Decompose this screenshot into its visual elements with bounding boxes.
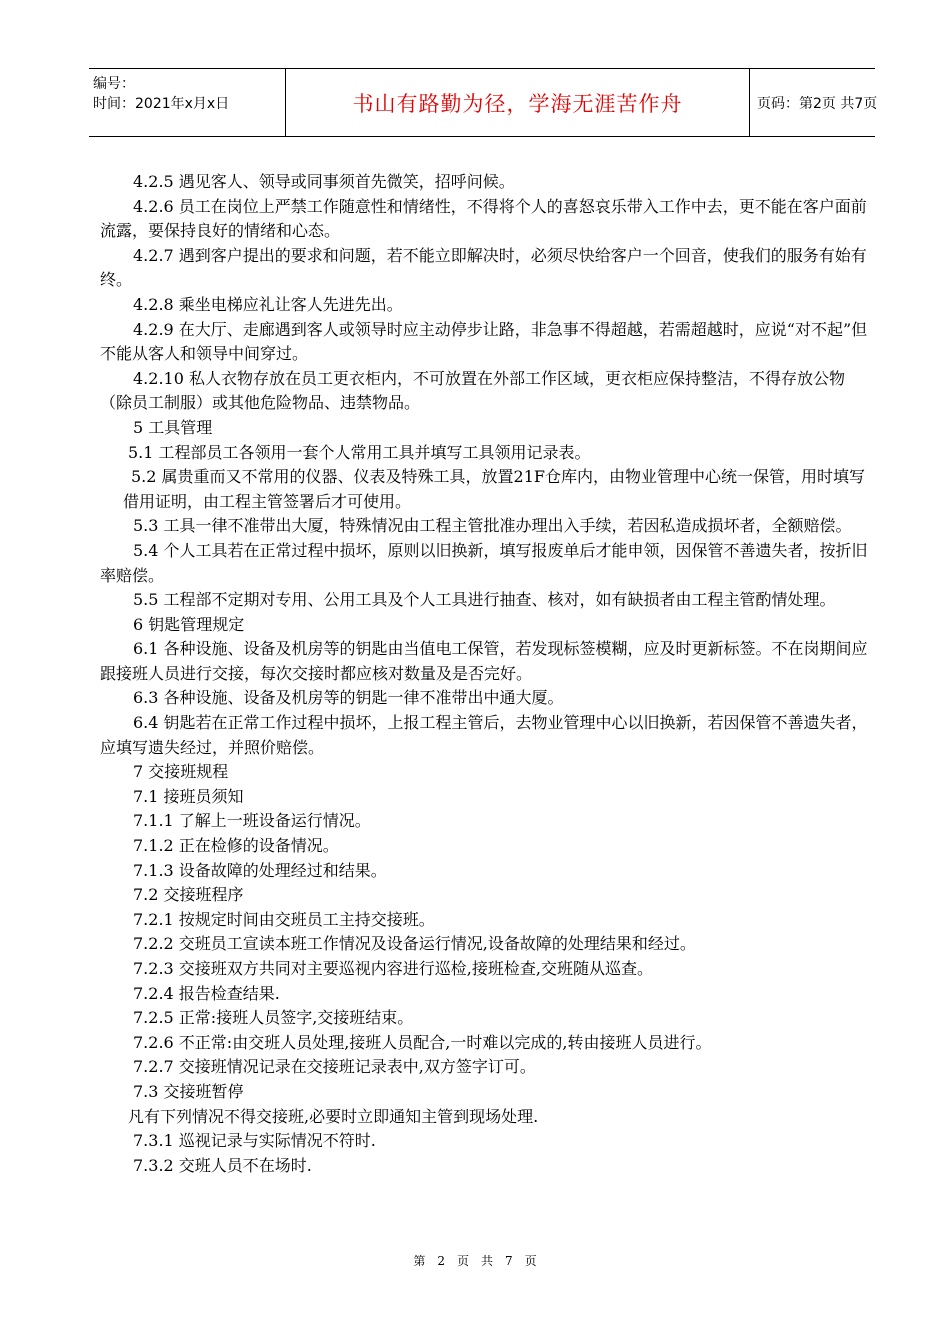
paragraph: 凡有下列情况不得交接班,必要时立即通知主管到现场处理.: [128, 1106, 539, 1126]
document-date: 时间：2021年x月x日: [93, 96, 230, 112]
list-item: 7.2.4 报告检查结果.: [133, 983, 280, 1003]
list-item: 7.1.3 设备故障的处理经过和结果。: [133, 860, 387, 880]
list-item: 7.1.1 了解上一班设备运行情况。: [133, 811, 371, 831]
paragraph: 5.4 个人工具若在正常过程中损坏，原则以旧换新，填写报废单后才能申领，因保管不善遗失者，按折旧率赔偿。: [100, 540, 868, 585]
paragraph: 6.4 钥匙若在正常工作过程中损坏，上报工程主管后，去物业管理中心以旧换新，若因保管不善遗失者，应填写遗失经过，并照价赔偿。: [100, 713, 868, 757]
list-item: 7.3.1 巡视记录与实际情况不符时.: [133, 1131, 376, 1151]
paragraph: 4.2.5 遇见客人、领导或同事须首先微笑，招呼问候。: [133, 172, 515, 191]
paragraph: 5.2 属贵重而又不常用的仪器、仪表及特殊工具，放置21F仓库内，由物业管理中心统一保管，用时填写借用证明，由工程主管签署后才可使用。: [123, 467, 865, 511]
document-body: [100, 170, 870, 1178]
section-heading: 5 工具管理: [133, 417, 213, 437]
list-item: 7.2.6 不正常:由交班人员处理,接班人员配合,一时难以完成的,转由接班人员进行。: [133, 1032, 712, 1052]
subsection-heading: 7.3 交接班暂停: [133, 1081, 244, 1101]
list-item: 7.1.2 正在检修的设备情况。: [133, 836, 339, 856]
footer-page-unit: 页: [456, 1254, 469, 1268]
paragraph: 5.1 工程部员工各领用一套个人常用工具并填写工具领用记录表。: [128, 442, 591, 462]
footer-total-number: 7: [505, 1254, 513, 1268]
footer-total-unit: 页: [524, 1254, 537, 1268]
list-item: 7.2.2 交班员工宣读本班工作情况及设备运行情况,设备故障的处理结果和经过。: [133, 934, 696, 954]
footer-page-label: 第: [413, 1254, 426, 1268]
list-item: 7.2.1 按规定时间由交班员工主持交接班。: [133, 909, 435, 929]
list-item: 7.2.3 交接班双方共同对主要巡视内容进行巡检,接班检查,交班随从巡查。: [133, 959, 653, 978]
subsection-heading: 7.2 交接班程序: [133, 885, 244, 905]
header-motto: 书山有路勤为径，学海无涯苦作舟: [285, 69, 750, 136]
paragraph: 4.2.6 员工在岗位上严禁工作随意性和情绪性，不得将个人的喜怒哀乐带入工作中去，更不能在客户面前流露，要保持良好的情绪和心态。: [100, 196, 867, 241]
page-footer: [0, 1252, 950, 1269]
section-heading: 6 钥匙管理规定: [133, 614, 245, 634]
list-item: 7.3.2 交班人员不在场时.: [133, 1155, 312, 1175]
list-item: 7.2.5 正常:接班人员签字,交接班结束。: [133, 1008, 414, 1028]
section-heading: 7 交接班规程: [133, 762, 229, 782]
paragraph: 4.2.8 乘坐电梯应礼让客人先进先出。: [133, 294, 403, 314]
list-item: 7.2.7 交接班情况记录在交接班记录表中,双方签字订可。: [133, 1057, 536, 1077]
paragraph: 6.1 各种设施、设备及机房等的钥匙由当值电工保管，若发现标签模糊，应及时更新标签。不在岗期间应跟接班人员进行交接，每次交接时都应核对数量及是否完好。: [100, 639, 868, 683]
paragraph: 6.3 各种设施、设备及机房等的钥匙一律不准带出中通大厦。: [133, 688, 564, 708]
header-meta: [89, 69, 285, 136]
paragraph: 5.5 工程部不定期对专用、公用工具及个人工具进行抽查、核对，如有缺损者由工程主管酌情处理。: [133, 590, 836, 610]
paragraph: 5.3 工具一律不准带出大厦，特殊情况由工程主管批准办理出入手续，若因私造成损坏者，全额赔偿。: [133, 516, 852, 536]
footer-page-number: 2: [437, 1254, 445, 1268]
subsection-heading: 7.1 接班员须知: [133, 786, 244, 806]
paragraph: 4.2.9 在大厅、走廊遇到客人或领导时应主动停步让路，非急事不得超越，若需超越时，应说“对不起”但不能从客人和领导中间穿过。: [100, 319, 868, 364]
page-header: [89, 68, 878, 137]
header-page-info: 页码：第2页 共7页: [757, 95, 878, 112]
paragraph: 4.2.10 私人衣物存放在员工更衣柜内，不可放置在外部工作区域，更衣柜应保持整洁，不得存放公物（除员工制服）或其他危险物品、违禁物品。: [100, 368, 845, 413]
paragraph: 4.2.7 遇到客户提出的要求和问题，若不能立即解决时，必须尽快给客户一个回音，使我们的服务有始有终。: [100, 245, 867, 290]
document-number-label: 编号：: [93, 76, 135, 92]
footer-total-label: 共: [481, 1254, 494, 1268]
